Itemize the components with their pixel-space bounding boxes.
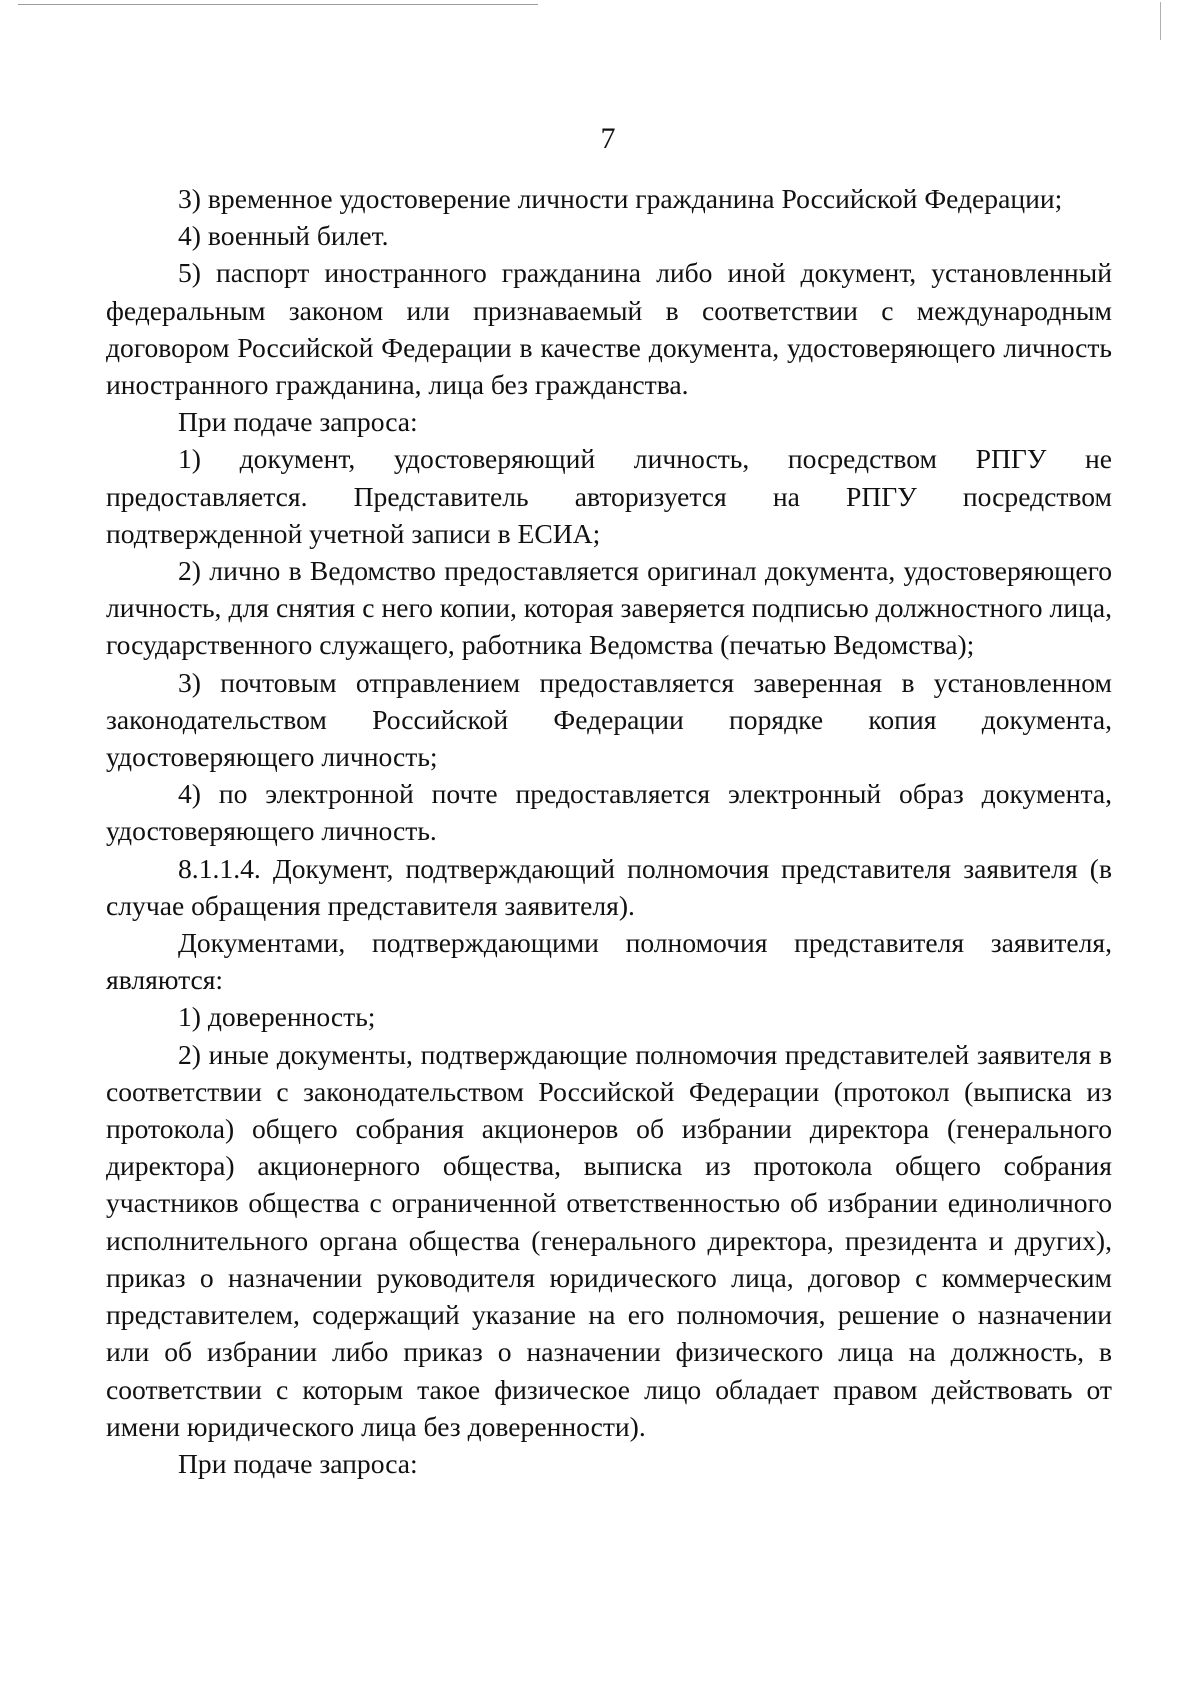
paragraph-item-4: 4) военный билет.: [178, 220, 389, 252]
scan-edge-line: [18, 4, 538, 5]
paragraph-item-3: 3) временное удостоверение личности гражданина Российской Федерации;: [178, 183, 1063, 214]
paragraph-request-2: 2) лично в Ведомство предоставляется оригинал документа, удостоверяющего личность, для снятия с него копии, которая заверяется подписью должностного лица, государственного служащего, работника Ведомства (печатью Ведомства);: [106, 555, 1112, 661]
paragraph-request-3: 3) почтовым отправлением предоставляется заверенная в установленном законодательством Российской Федерации порядке копия документа, удостоверяющего личность;: [106, 666, 1112, 773]
paragraph-section-8-1-1-4: 8.1.1.4. Документ, подтверждающий полномочия представителя заявителя (в случае обращения представителя заявителя).: [106, 852, 1112, 921]
paragraph-authority-1: 1) доверенность;: [178, 1001, 376, 1033]
paragraph-authority-2: 2) иные документы, подтверждающие полномочия представителей заявителя в соответствии с законодательством Российской Федерации (протокол (выписка из протокола) общего собрания акционеров об избрании директора (генерального директора) акционерного общества, выписка из протокола общего собрания участников общества с ограниченной ответственностью об избрании единоличного исполнительного органа общества (генерального директора, президента и других), приказ о назначении руководителя юридического лица, договор с коммерческим представителем, содержащий указание на его полномочия, решение о назначении или об избрании либо приказ о назначении физического лица на должность, в соответствии с которым такое физическое лицо обладает правом действовать от имени юридического лица без доверенности).: [106, 1038, 1112, 1442]
paragraph-request-4: 4) по электронной почте предоставляется электронный образ документа, удостоверяющего личность.: [106, 778, 1112, 847]
paragraph-authority-documents: Документами, подтверждающими полномочия представителя заявителя, являются:: [106, 927, 1112, 996]
scan-edge-mark: [1160, 2, 1161, 40]
document-body: [106, 180, 1112, 1482]
paragraph-request-heading-2: При подаче запроса:: [178, 1447, 418, 1479]
paragraph-request-1: 1) документ, удостоверяющий личность, посредством РПГУ не предоставляется. Представитель авторизуется на РПГУ посредством подтвержденной учетной записи в ЕСИА;: [106, 443, 1112, 549]
page-number: 7: [600, 122, 616, 155]
paragraph-request-heading: При подаче запроса:: [178, 406, 418, 438]
paragraph-item-5: 5) паспорт иностранного гражданина либо иной документ, установленный федеральным законом или признаваемый в соответствии с международным договором Российской Федерации в качестве документа, удостоверяющего личность иностранного гражданина, лица без гражданства.: [106, 257, 1112, 401]
